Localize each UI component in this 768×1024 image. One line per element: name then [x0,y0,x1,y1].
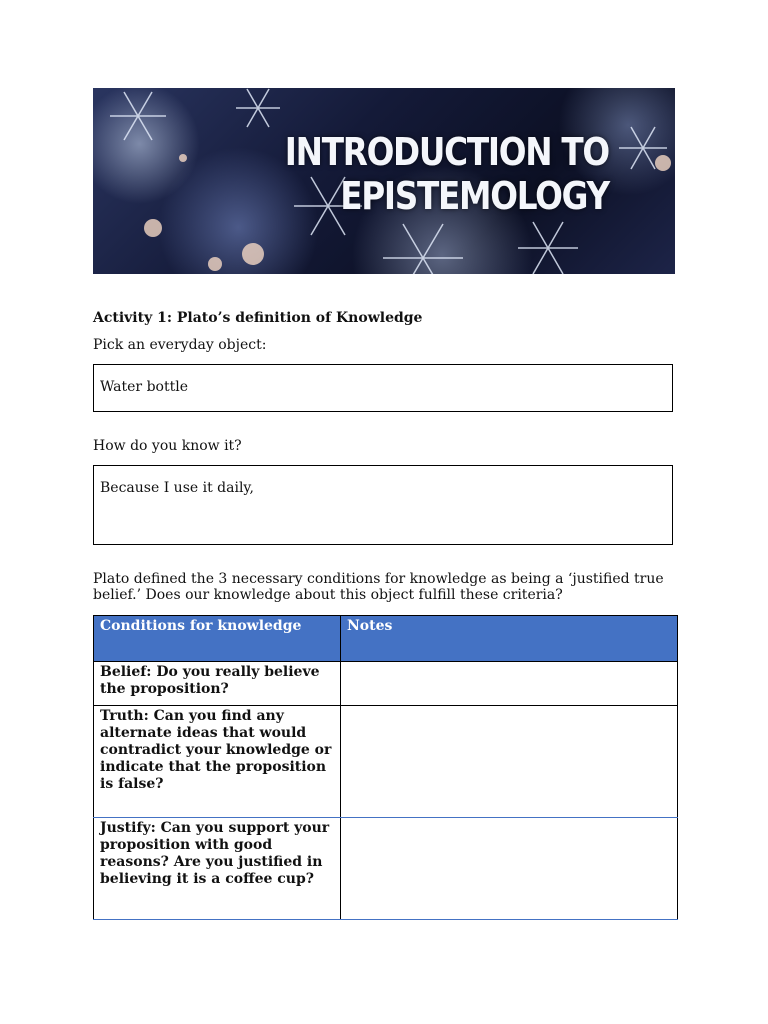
banner-title-line2: EPISTEMOLOGY [340,174,609,218]
condition-justify: Justify: Can you support your proposition with good reasons? Are you justified in believing it is a coffee cup? [94,818,341,920]
table-header-row [94,616,678,662]
answer-box-object[interactable] [93,364,673,412]
banner-image [93,88,675,274]
table-row [94,818,678,920]
table-row [94,706,678,818]
answer-box-how-know[interactable] [93,465,673,545]
conditions-table [93,615,678,920]
table-row [94,662,678,706]
header-notes: Notes [341,616,678,662]
answer-how-know-text: Because I use it daily, [100,480,254,496]
notes-truth[interactable] [341,706,678,818]
prompt-everyday-object: Pick an everyday object: [93,337,267,353]
prompt-how-know: How do you know it? [93,438,242,454]
answer-object-text: Water bottle [100,379,188,395]
banner-title [285,130,609,218]
intro-paragraph: Plato defined the 3 necessary conditions for knowledge as being a ‘justified true belief.’ Does our knowledge about this object fulfill these criteria? [93,571,664,603]
condition-truth: Truth: Can you find any alternate ideas that would contradict your knowledge or indicate that the proposition is false? [94,706,341,818]
condition-belief: Belief: Do you really believe the proposition? [94,662,341,706]
header-conditions: Conditions for knowledge [94,616,341,662]
activity-heading: Activity 1: Plato’s definition of Knowledge [93,310,423,326]
banner-title-line1: INTRODUCTION TO [284,130,609,174]
notes-justify[interactable] [341,818,678,920]
notes-belief[interactable] [341,662,678,706]
